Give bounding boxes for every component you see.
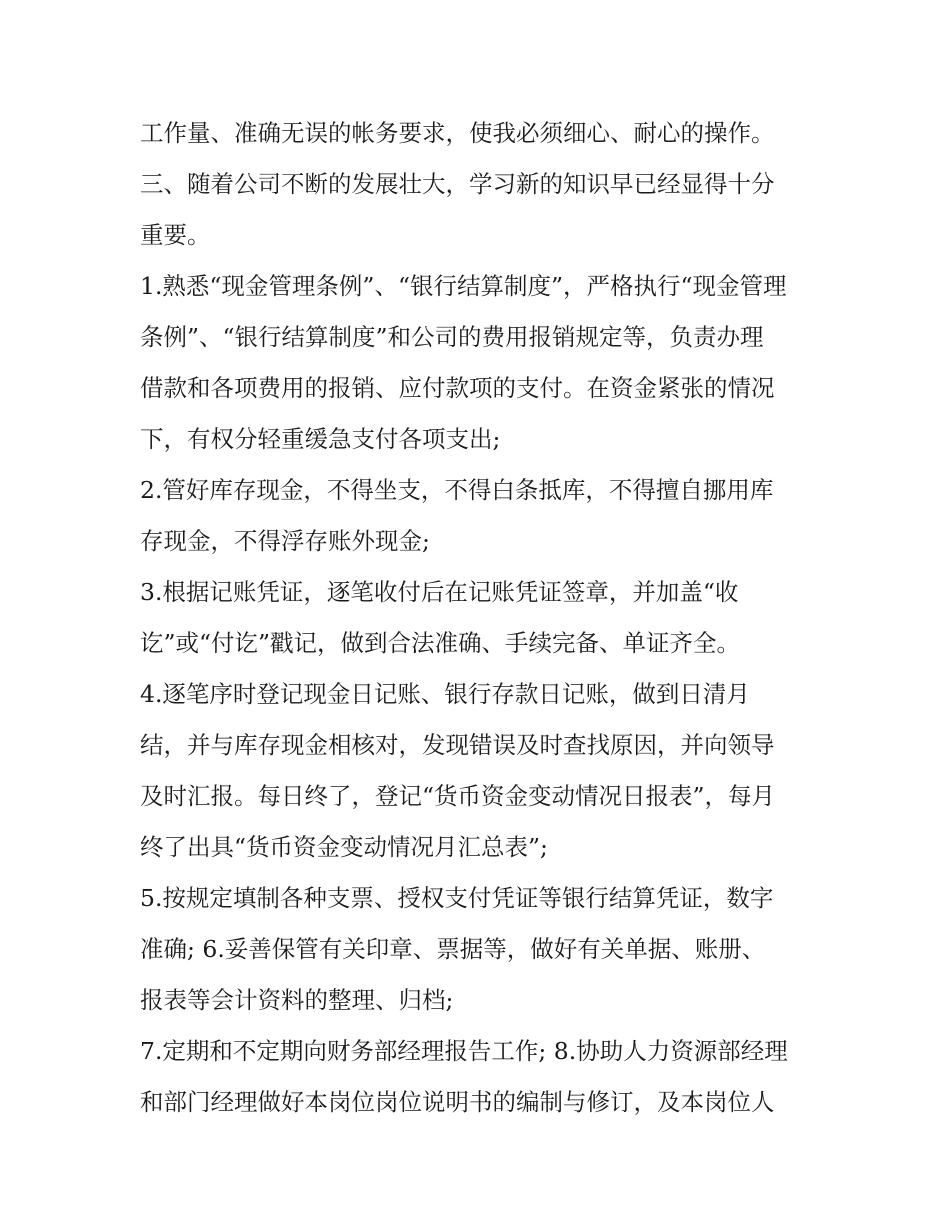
text-line: 1.熟悉“现金管理条例”、“银行结算制度”，严格执行“现金管理 [140, 272, 787, 300]
document-body [140, 108, 820, 1128]
text-line: 借款和各项费用的报销、应付款项的支付。在资金紧张的情况 [140, 374, 775, 402]
text-line: 存现金，不得浮存账外现金; [140, 527, 430, 555]
text-line: 2.管好库存现金，不得坐支，不得白条抵库，不得擅自挪用库 [140, 476, 774, 504]
text-line: 讫”或“付讫”戳记，做到合法准确、手续完备、单证齐全。 [140, 629, 741, 657]
text-line: 结，并与库存现金相核对，发现错误及时查找原因，并向领导 [140, 731, 775, 759]
text-line: 准确; 6.妥善保管有关印章、票据等，做好有关单据、账册、 [140, 935, 766, 963]
text-line: 7.定期和不定期向财务部经理报告工作; 8.协助人力资源部经理 [140, 1037, 788, 1065]
text-line: 工作量、准确无误的帐务要求，使我必须细心、耐心的操作。 [140, 119, 775, 147]
text-line: 三、随着公司不断的发展壮大，学习新的知识早已经显得十分 [140, 170, 775, 198]
text-line: 重要。 [140, 221, 211, 249]
text-line: 和部门经理做好本岗位岗位说明书的编制与修订，及本岗位人 [140, 1088, 775, 1116]
text-line: 条例”、“银行结算制度”和公司的费用报销规定等，负责办理 [140, 323, 764, 351]
text-line: 报表等会计资料的整理、归档; [140, 986, 454, 1014]
text-line: 终了出具“货币资金变动情况月汇总表”; [140, 833, 548, 861]
text-line: 3.根据记账凭证，逐笔收付后在记账凭证签章，并加盖“收 [140, 578, 739, 606]
text-line: 及时汇报。每日终了，登记“货币资金变动情况日报表”，每月 [140, 782, 776, 810]
text-line: 4.逐笔序时登记现金日记账、银行存款日记账，做到日清月 [140, 680, 750, 708]
text-line: 5.按规定填制各种支票、授权支付凭证等银行结算凭证，数字 [140, 884, 774, 912]
text-line: 下，有权分轻重缓急支付各项支出; [140, 425, 501, 453]
